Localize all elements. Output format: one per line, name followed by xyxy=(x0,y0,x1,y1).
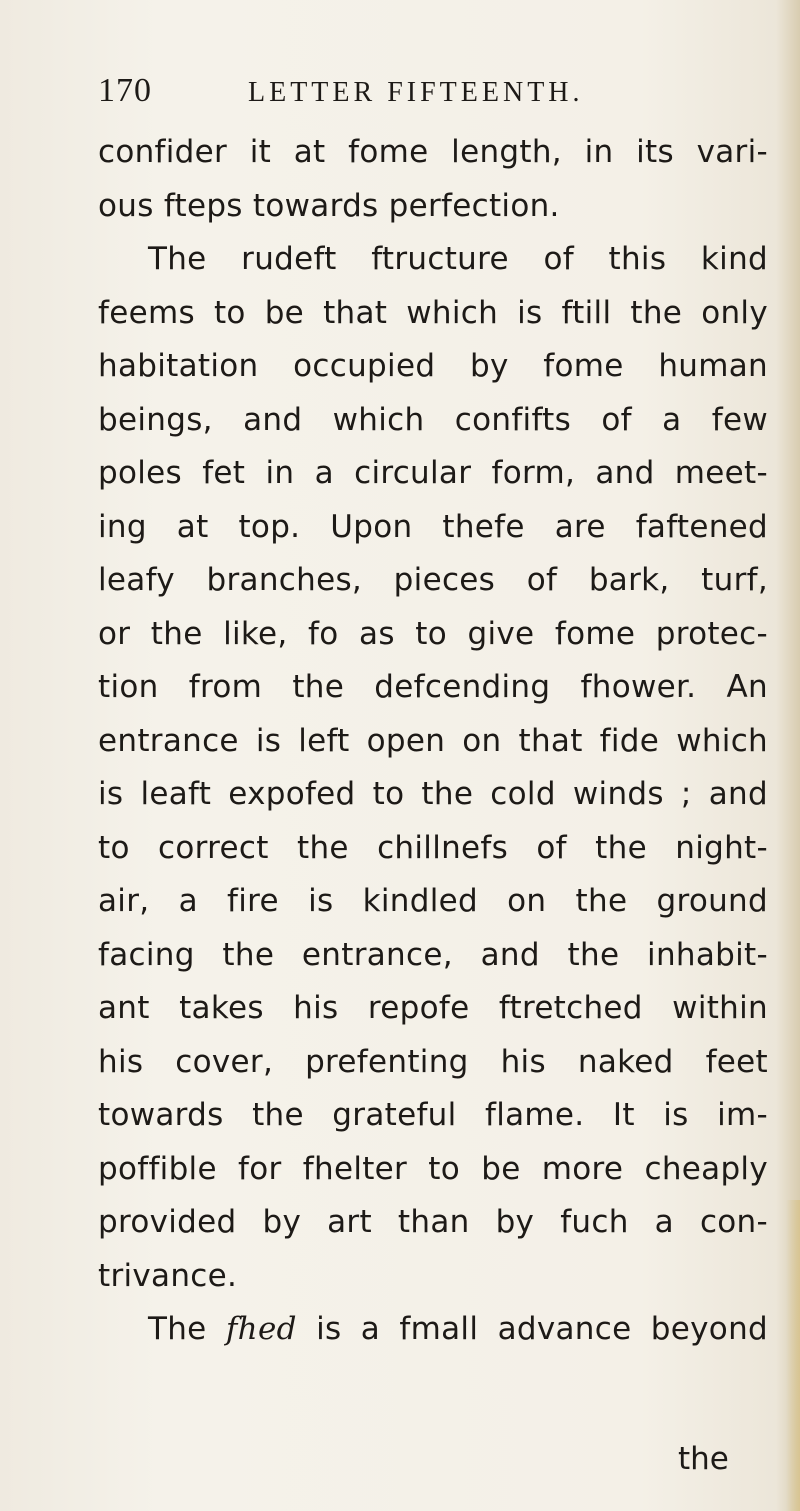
text-line: confider it at fome length, in its vari- xyxy=(98,134,768,170)
text-line: ant takes his repofe ftretched within xyxy=(98,990,768,1026)
text-line xyxy=(98,1303,768,1357)
text-line: provided by art than by fuch a con- xyxy=(98,1204,768,1240)
text-line: his cover, prefenting his naked feet xyxy=(98,1043,768,1080)
italic-word: fhed xyxy=(225,1311,297,1347)
text-line: ing at top. Upon thefe are faftened xyxy=(98,508,768,545)
text-line: leafy branches, pieces of bark, turf, xyxy=(98,562,768,598)
text-line: to correct the chillnefs of the night- xyxy=(98,829,768,866)
text-line: tion from the defcending fhower. An xyxy=(98,669,768,705)
catchword: the xyxy=(678,1441,729,1477)
page-number: 170 xyxy=(98,72,152,109)
page-header xyxy=(98,72,584,112)
text-line: trivance. xyxy=(98,1257,238,1294)
text-line: air, a fire is kindled on the ground xyxy=(98,883,768,919)
running-head: LETTER FIFTEENTH. xyxy=(248,77,584,108)
text-line: is leaft expofed to the cold winds ; and xyxy=(98,776,768,812)
text-line: or the like, fo as to give fome protec- xyxy=(98,615,768,652)
text-line: ous fteps towards perfection. xyxy=(98,187,560,224)
text-line: poffible for fhelter to be more cheaply xyxy=(98,1150,768,1187)
text-line: The rudeft ftructure of this kind xyxy=(148,241,768,277)
text-line: habitation occupied by fome human xyxy=(98,348,768,384)
text-line: poles fet in a circular form, and meet- xyxy=(98,455,768,491)
text-line: facing the entrance, and the inhabit- xyxy=(98,936,768,973)
text-fragment: is a fmall advance beyond xyxy=(296,1311,768,1347)
page-edge-shadow xyxy=(786,1200,800,1511)
text-line: entrance is left open on that fide which xyxy=(98,722,768,759)
body-text xyxy=(98,126,768,1357)
text-line: feems to be that which is ftill the only xyxy=(98,294,768,331)
text-line: towards the grateful flame. It is im- xyxy=(98,1097,768,1133)
text-fragment: The xyxy=(148,1311,226,1347)
text-line: beings, and which confifts of a few xyxy=(98,401,768,438)
